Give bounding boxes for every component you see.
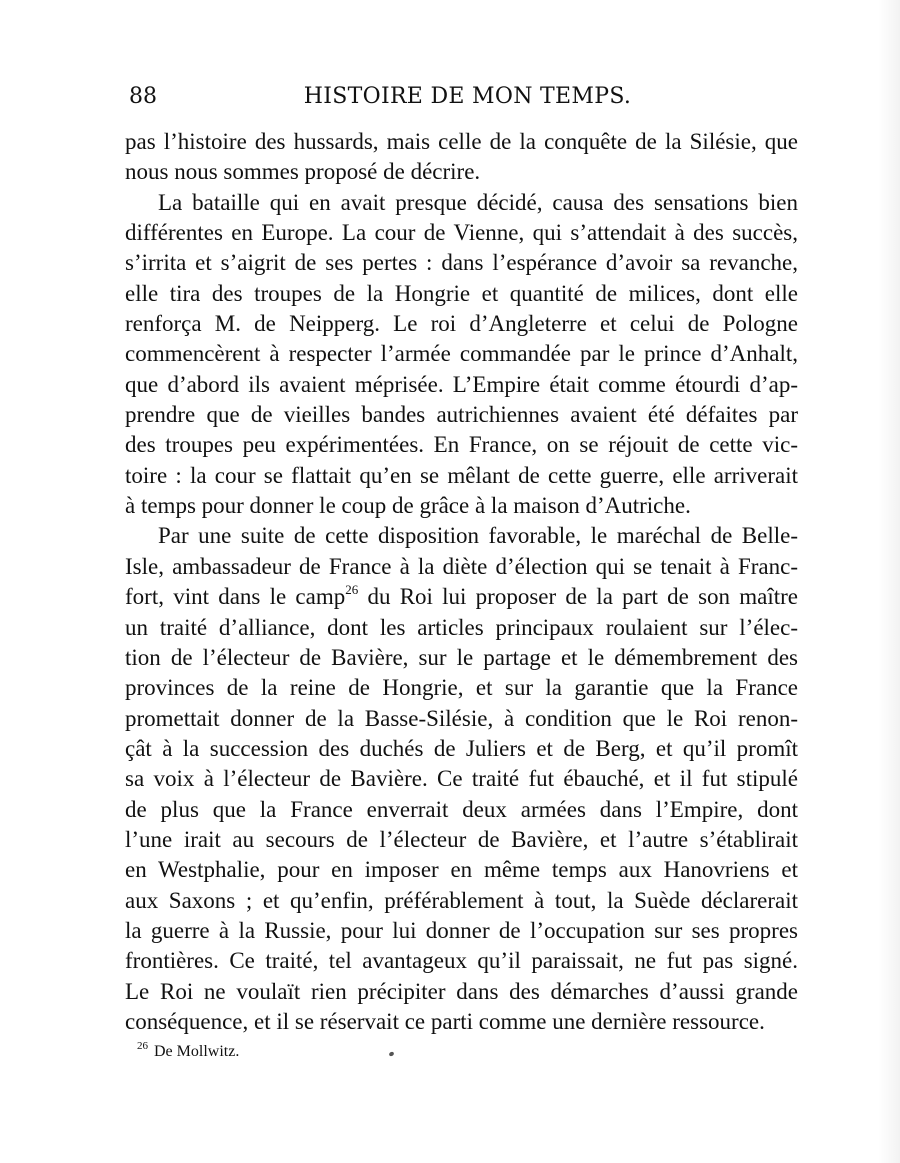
paragraph-1 [125, 127, 798, 188]
running-title: HISTOIRE DE MON TEMPS. [303, 84, 632, 109]
note-line-end: du Roi lui proposer de la part de son maître [358, 584, 798, 610]
text-line: tion de l’électeur de Bavière, sur le partage et le démembrement des [125, 644, 798, 670]
text-line: promettait donner de la Basse-Silésie, à condition que le Roi renon- [125, 705, 798, 731]
text-line: Par une suite de cette disposition favorable, le maréchal de Belle- [158, 523, 798, 549]
text-line: pas l’histoire des hussards, mais celle de la conquête de la Silésie, que [125, 129, 798, 154]
text-line: l’une irait au secours de l’électeur de Bavière, et l’autre s’établirait [125, 826, 798, 852]
paragraph-3 [125, 521, 798, 1037]
footnote-reference: 26 [345, 581, 359, 597]
text-line: la guerre à la Russie, pour lui donner de l’occupation sur ses propres [125, 917, 798, 943]
footnote-text: De Mollwitz. [154, 1043, 240, 1060]
text-line: elle tira des troupes de la Hongrie et quantité de milices, dont elle [125, 280, 798, 306]
text-line: à temps pour donner le coup de grâce à la maison d’Autriche. [125, 493, 691, 519]
text-line: sa voix à l’électeur de Bavière. Ce traité fut ébauché, et il fut stipulé [125, 766, 798, 792]
text-line: s’irrita et s’aigrit de ses pertes : dans l’espérance d’avoir sa revanche, [125, 250, 798, 276]
note-line-start: fort, vint dans le camp [125, 584, 346, 610]
text-line: un traité d’alliance, dont les articles principaux roulaient sur l’élec- [125, 614, 798, 640]
page-edge-shading [878, 0, 900, 1163]
text-line: différentes en Europe. La cour de Vienne, qui s’attendait à des succès, [125, 220, 798, 246]
text-line: toire : la cour se flattait qu’en se mêlant de cette guerre, elle arriverait [125, 462, 798, 488]
text-line: Isle, ambassadeur de France à la diète d’élection qui se tenait à Franc- [125, 553, 798, 579]
text-line: Le Roi ne voulaït rien précipiter dans des démarches d’aussi grande [125, 978, 798, 1004]
ink-speck [388, 1051, 394, 1057]
text-line: nous nous sommes proposé de décrire. [125, 159, 481, 185]
text-line: commencèrent à respecter l’armée commandée par le prince d’Anhalt, [125, 341, 798, 367]
text-line-with-note [125, 582, 798, 612]
text-line: frontières. Ce traité, tel avantageux qu’il paraissait, ne fut pas signé. [125, 948, 798, 974]
text-line: en Westphalie, pour en imposer en même temps aux Hanovriens et [125, 857, 798, 883]
text-line: provinces de la reine de Hongrie, et sur la garantie que la France [125, 675, 798, 701]
body-text [125, 127, 798, 1037]
footnote [137, 1039, 240, 1062]
text-line: renforça M. de Neipperg. Le roi d’Angleterre et celui de Pologne [125, 311, 798, 337]
footnote-number: 26 [137, 1039, 148, 1052]
text-line: aux Saxons ; et qu’enfin, préférablement à tout, la Suède déclarerait [125, 887, 798, 913]
text-line: prendre que de vieilles bandes autrichiennes avaient été défaites par [125, 402, 798, 428]
text-line: que d’abord ils avaient méprisée. L’Empire était comme étourdi d’ap- [125, 371, 798, 397]
text-line: des troupes peu expérimentées. En France, on se réjouit de cette vic- [125, 432, 798, 458]
page-number: 88 [129, 84, 157, 109]
text-line: de plus que la France enverrait deux armées dans l’Empire, dont [125, 796, 798, 822]
text-line: çât à la succession des duchés de Juliers et de Berg, et qu’il promît [125, 735, 798, 761]
text-line: La bataille qui en avait presque décidé, causa des sensations bien [158, 189, 798, 215]
paragraph-2 [125, 188, 798, 522]
text-line: conséquence, et il se réservait ce parti comme une dernière ressource. [125, 1008, 765, 1034]
